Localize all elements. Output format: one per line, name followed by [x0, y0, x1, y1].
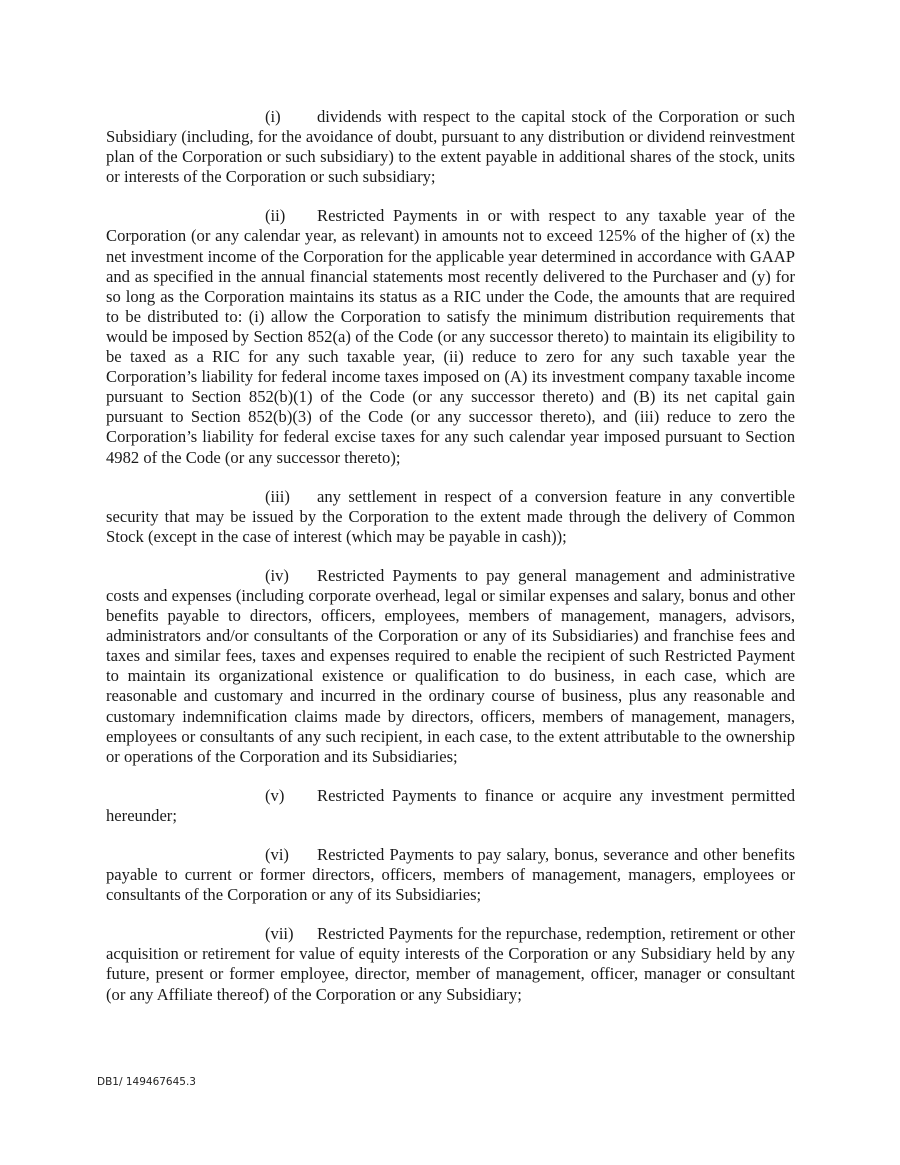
clause-ii — [106, 206, 795, 467]
clause-number: (vii) — [265, 924, 294, 944]
clause-text: Restricted Payments to pay general management and administrative costs and expenses (including corporate overhead, legal or similar expenses and salary, bonus and other benefits payable to directors, officers, employees, members of management, managers, advisors, administrators and/or consultants of the Corporation or any of its Subsidiaries) and franchise fees and taxes and similar fees, taxes and expenses required to enable the recipient of such Restricted Payment to maintain its organizational existence or qualification to do business, in each case, which are reasonable and customary and incurred in the ordinary course of business, plus any reasonable and customary indemnification claims made by directors, officers, members of management, managers, employees or consultants of any such recipient, in each case, to the extent attributable to the ownership or operations of the Corporation and its Subsidiaries; — [106, 565, 795, 766]
clause-number: (ii) — [265, 206, 286, 226]
clause-iv — [106, 566, 795, 767]
clause-text: Restricted Payments to finance or acquire any investment permitted hereunder; — [106, 785, 795, 825]
clause-iii — [106, 487, 795, 547]
clause-text: Restricted Payments in or with respect to any taxable year of the Corporation (or any calendar year, as relevant) in amounts not to exceed 125% of the higher of (x) the net investment income of the Corporation for the applicable year determined in accordance with GAAP and as specified in the annual financial statements most recently delivered to the Purchaser and (y) for so long as the Corporation maintains its status as a RIC under the Code, the amounts that are required to be distributed to: (i) allow the Corporation to satisfy the minimum distribution requirements that would be imposed by Section 852(a) of the Code (or any successor thereto) to maintain its eligibility to be taxed as a RIC for any such taxable year, (ii) reduce to zero for any such taxable year the Corporation’s liability for federal income taxes imposed on (A) its investment company taxable income pursuant to Section 852(b)(1) of the Code (or any successor thereto) and (B) its net capital gain pursuant to Section 852(b)(3) of the Code (or any successor thereto), and (iii) reduce to zero the Corporation’s liability for federal excise taxes for any such calendar year imposed pursuant to Section 4982 of the Code (or any successor thereto); — [106, 206, 795, 467]
document-body — [106, 107, 795, 1024]
document-id-footer: DB1/ 149467645.3 — [97, 1076, 196, 1088]
clause-number: (iv) — [265, 565, 289, 585]
clause-text: Restricted Payments for the repurchase, redemption, retirement or other acquisition or retirement for value of equity interests of the Corporation or any Subsidiary held by any future, present or former employee, director, member of management, officer, manager or consultant (or any Affiliate thereof) of the Corporation or any Subsidiary; — [106, 924, 795, 1004]
clause-vi — [106, 845, 795, 905]
clause-text: any settlement in respect of a conversion feature in any convertible security that may be issued by the Corporation to the extent made through the delivery of Common Stock (except in the case of interest (which may be payable in cash)); — [106, 486, 795, 546]
clause-i — [106, 107, 795, 187]
clause-number: (i) — [265, 107, 281, 126]
clause-number: (v) — [265, 785, 285, 805]
clause-number: (iii) — [265, 486, 290, 506]
clause-number: (vi) — [265, 845, 289, 864]
clause-v — [106, 786, 795, 826]
clause-vii — [106, 924, 795, 1004]
clause-text: dividends with respect to the capital stock of the Corporation or such Subsidiary (including, for the avoidance of doubt, pursuant to any distribution or dividend reinvestment plan of the Corporation or such subsidiary) to the extent payable in additional shares of the stock, units or interests of the Corporation or such subsidiary; — [106, 107, 795, 187]
clause-text: Restricted Payments to pay salary, bonus, severance and other benefits payable to current or former directors, officers, members of management, managers, employees or consultants of the Corporation or any of its Subsidiaries; — [106, 845, 795, 905]
